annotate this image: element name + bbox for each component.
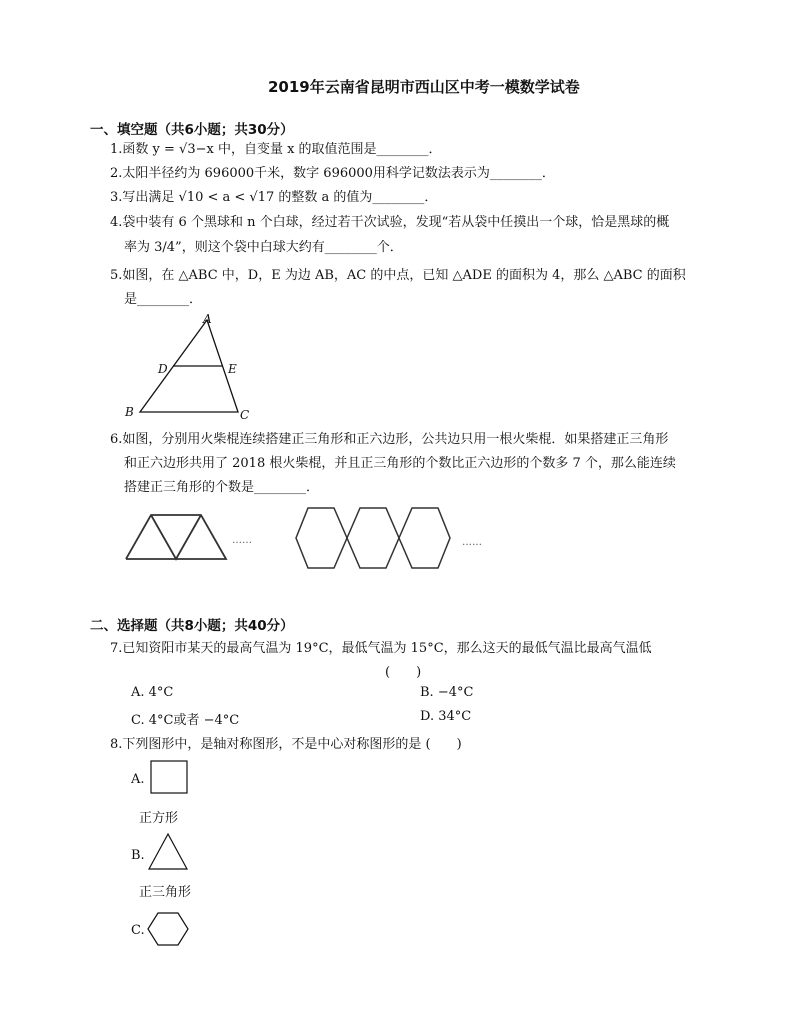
question-7-option-a[interactable]: A. 4°C	[131, 685, 174, 700]
hexagon-icon	[147, 912, 189, 946]
question-5-line-2: 是________．	[124, 292, 203, 307]
label-e: E	[228, 362, 237, 376]
question-5-line-1: 5.如图，在 △ABC 中，D，E 为边 AB，AC 的中点，已知 △ADE 的面积为 4，那么 △ABC 的面积	[110, 268, 686, 283]
matchstick-hexagons-figure	[295, 506, 451, 570]
question-2: 2.太阳半径约为 696000千米，数字 696000用科学记数法表示为________．	[110, 166, 555, 181]
question-7-option-d[interactable]: D. 34°C	[420, 709, 472, 724]
hexagons-ellipsis: ……	[462, 537, 482, 548]
question-6-line-3: 搭建正三角形的个数是________．	[124, 480, 320, 495]
page-title: 2019年云南省昆明市西山区中考一模数学试卷	[268, 78, 580, 96]
triangle-caption: 正三角形	[139, 885, 192, 900]
question-7-option-c[interactable]: C. 4°C或者 −4°C	[131, 713, 240, 728]
question-8: 8.下列图形中，是轴对称图形，不是中心对称图形的是 ( )	[110, 737, 462, 752]
question-4-line-1: 4.袋中装有 6 个黑球和 n 个白球，经过若干次试验，发现“若从袋中任摸出一个球，恰是黑球的概	[110, 215, 670, 230]
question-6-line-1: 6.如图，分别用火柴棍连续搭建正三角形和正六边形，公共边只用一根火柴棍．如果搭建正三角形	[110, 432, 669, 447]
label-c: C	[240, 408, 250, 422]
question-1: 1.函数 y = √3−x 中，自变量 x 的取值范围是________．	[110, 142, 442, 157]
question-6-line-2: 和正六边形共用了 2018 根火柴棍，并且正三角形的个数比正六边形的个数多 7 个，那么能连续	[124, 456, 676, 471]
square-caption: 正方形	[139, 811, 179, 826]
question-3: 3.写出满足 √10 < a < √17 的整数 a 的值为________．	[110, 190, 438, 205]
question-7-answer-paren: ( )	[385, 665, 422, 680]
question-8-option-b[interactable]: B.	[131, 848, 145, 863]
question-8-option-c[interactable]: C.	[131, 923, 145, 938]
section-fill-blank-heading: 一、填空题（共6小题；共30分）	[90, 122, 294, 138]
matchstick-triangles-figure	[125, 512, 227, 562]
question-4-line-2: 率为 3/4”，则这个袋中白球大约有________个．	[124, 240, 403, 255]
label-a: A	[203, 312, 212, 326]
label-b: B	[125, 405, 134, 419]
triangles-ellipsis: ……	[232, 535, 252, 546]
question-7-line-1: 7.已知资阳市某天的最高气温为 19°C，最低气温为 15°C，那么这天的最低气温比最高气温低	[110, 641, 652, 656]
triangle-icon	[148, 833, 188, 871]
label-d: D	[158, 362, 168, 376]
section-multiple-choice-heading: 二、选择题（共8小题；共40分）	[90, 618, 294, 634]
question-7-option-b[interactable]: B. −4°C	[420, 685, 474, 700]
square-icon	[150, 760, 188, 794]
question-8-option-a[interactable]: A.	[131, 772, 145, 787]
triangle-abc-figure	[120, 312, 260, 424]
